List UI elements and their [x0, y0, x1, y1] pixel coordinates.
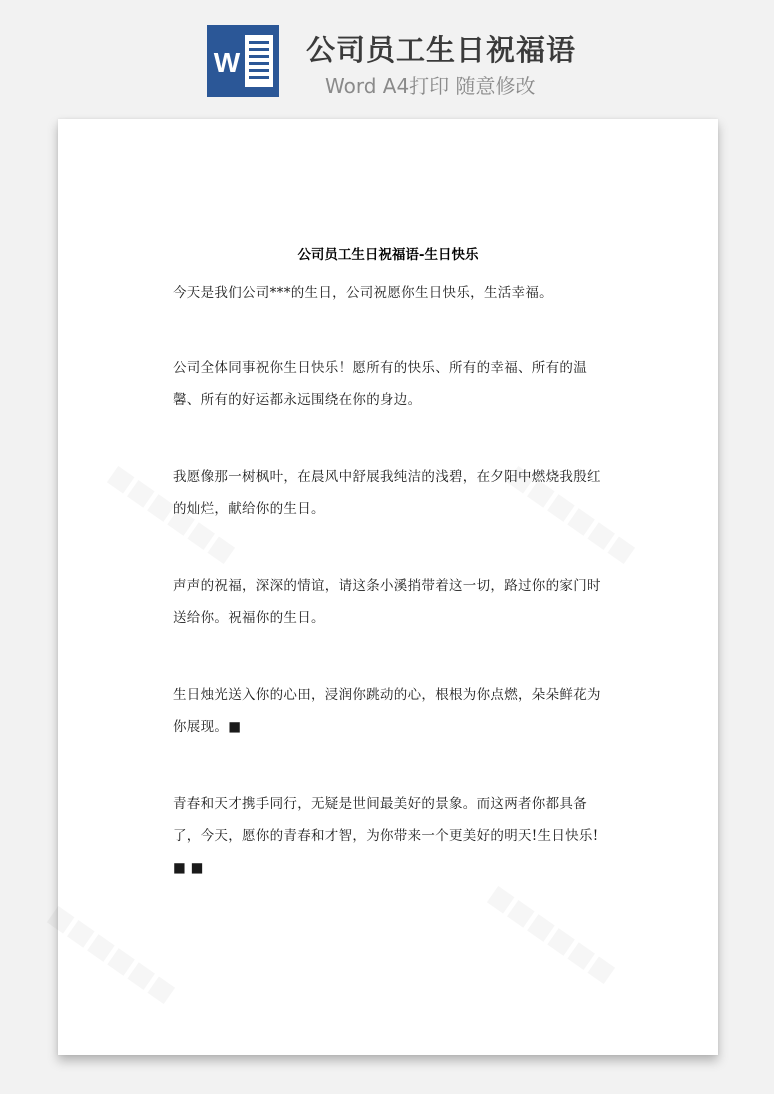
paragraph: 声声的祝福，深深的情谊，请这条小溪捎带着这一切，路过你的家门时送给你。祝福你的生日。	[173, 578, 601, 626]
watermark	[43, 899, 181, 1008]
logo-letter: W	[213, 47, 241, 78]
paragraph: 生日烛光送入你的心田，浸润你跳动的心，根根为你点燃，朵朵鲜花为你展现。■	[173, 687, 601, 735]
paragraph: 公司全体同事祝你生日快乐！愿所有的快乐、所有的幸福、所有的温馨、所有的好运都永远围绕在你的身边。	[173, 360, 587, 408]
document-page[interactable]	[58, 119, 718, 1055]
word-logo-icon	[207, 25, 279, 97]
app-subtitle: Word A4打印 随意修改	[325, 74, 536, 98]
watermark	[483, 879, 621, 988]
header	[0, 0, 774, 110]
paragraph: 我愿像那一树枫叶，在晨风中舒展我纯洁的浅碧，在夕阳中燃烧我殷红的灿烂，献给你的生日。	[173, 469, 601, 517]
paragraph: 青春和天才携手同行，无疑是世间最美好的景象。而这两者你都具备了，今天，愿你的青春和才智，为你带来一个更美好的明天!生日快乐! ■ ■	[173, 796, 599, 876]
paragraph: 今天是我们公司***的生日，公司祝愿你生日快乐，生活幸福。	[173, 285, 553, 301]
app-title: 公司员工生日祝福语	[306, 33, 577, 67]
document-title: 公司员工生日祝福语-生日快乐	[297, 247, 479, 263]
